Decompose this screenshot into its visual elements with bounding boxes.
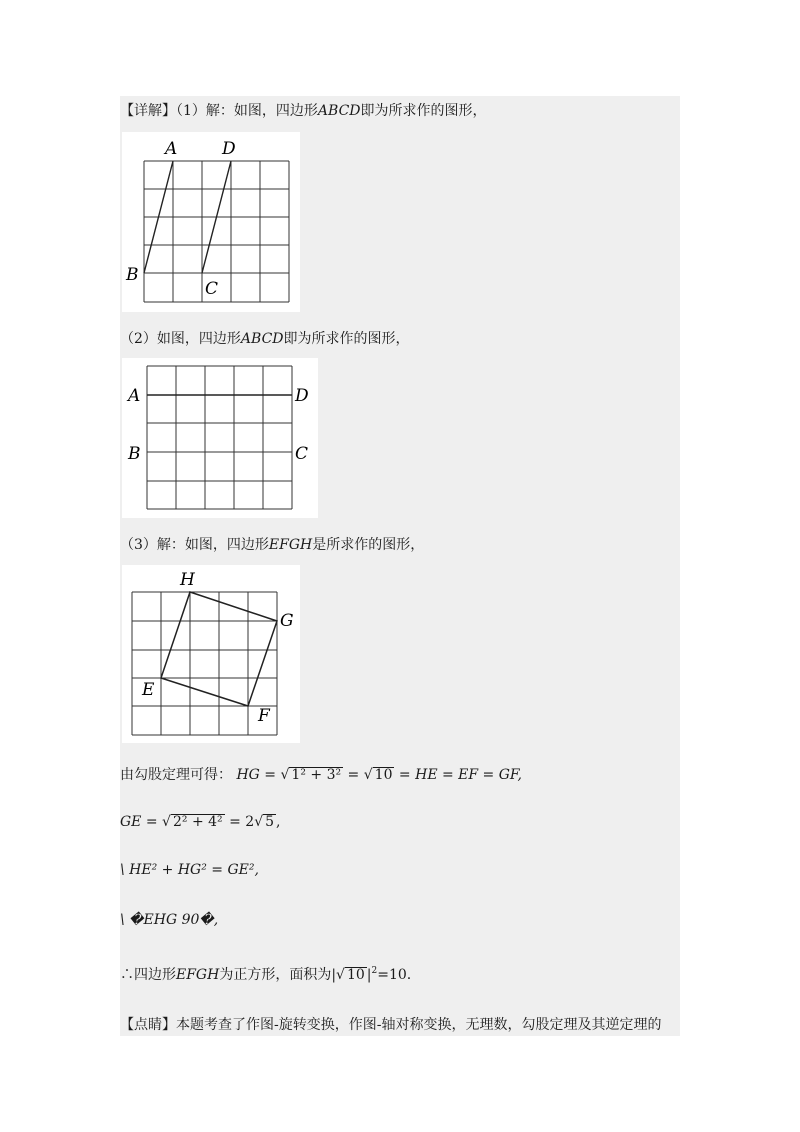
equation-sum: \ HE² + HG² = GE²,	[120, 862, 259, 878]
eq2-tail: ,	[276, 814, 281, 830]
part3-head: （3）解：如图，四边形	[120, 537, 269, 553]
eq2-mid: = 2	[224, 814, 255, 830]
fig2-label-d: D	[295, 386, 309, 406]
figure-1	[122, 132, 300, 312]
part3-tail: 是所求作的图形，	[312, 537, 425, 553]
part1-head: 【详解】（1）解：如图，四边形	[120, 103, 318, 119]
eq5-head: ∴四边形	[120, 967, 176, 983]
part3-quad: EFGH	[268, 537, 313, 553]
line-part2	[120, 328, 410, 348]
fig1-label-a: A	[165, 139, 178, 159]
part2-quad: ABCD	[240, 331, 284, 347]
fig2-label-a: A	[128, 386, 141, 406]
line-part3	[120, 534, 424, 554]
figure-3	[122, 565, 300, 743]
eq2-radicand: 2² + 4²	[172, 814, 223, 830]
line-part1	[120, 100, 487, 120]
fig3-label-g: G	[280, 611, 294, 631]
eq1-eq2: =	[343, 767, 364, 783]
eq1-prefix: 由勾股定理可得：	[120, 767, 232, 783]
part1-quad: ABCD	[317, 103, 361, 119]
equation-ge: GE = √ 2² + 4² = 2√ 5 ,	[120, 814, 281, 830]
fig3-label-f: F	[258, 706, 270, 726]
part2-tail: 即为所求作的图形，	[283, 331, 410, 347]
fig3-label-e: E	[142, 680, 155, 700]
part2-head: （2）如图，四边形	[120, 331, 241, 347]
eq5-quad: EFGH	[176, 967, 220, 983]
equation-angle: \ �EHG 90�,	[120, 912, 219, 928]
fig2-label-c: C	[295, 444, 309, 464]
equation-hg: 由勾股定理可得： HG = √ 1² + 3² = √ 10 = HE = EF = GF,	[120, 767, 522, 783]
eq1-hg: HG	[236, 767, 260, 783]
eq5-mid: 为正方形，面积为	[219, 967, 332, 983]
equation-square: ∴四边形EFGH为正方形，面积为|√ 10 $|^2=10$.	[120, 966, 412, 983]
fig1-label-c: C	[205, 279, 219, 299]
comment-line: 【点睛】本题考查了作图-旋转变换，作图-轴对称变换，无理数，勾股定理及其逆定理的	[120, 1017, 662, 1033]
eq1-radicand2: 10	[374, 767, 393, 783]
fig1-label-d: D	[222, 139, 236, 159]
eq1-tail: = HE = EF = GF,	[394, 767, 522, 783]
eq2-ge: GE =	[120, 814, 163, 830]
eq5-radicand: 10	[346, 967, 365, 983]
part1-tail: 即为所求作的图形，	[360, 103, 487, 119]
fig2-label-b: B	[128, 444, 141, 464]
eq5-tail: =10.	[377, 967, 412, 983]
eq2-radicand2: 5	[265, 814, 275, 830]
figure-2	[122, 358, 318, 518]
eq1-radicand: 1² + 3²	[291, 767, 342, 783]
fig1-label-b: B	[126, 265, 139, 285]
eq1-eq: =	[259, 767, 281, 783]
fig3-label-h: H	[180, 570, 195, 590]
